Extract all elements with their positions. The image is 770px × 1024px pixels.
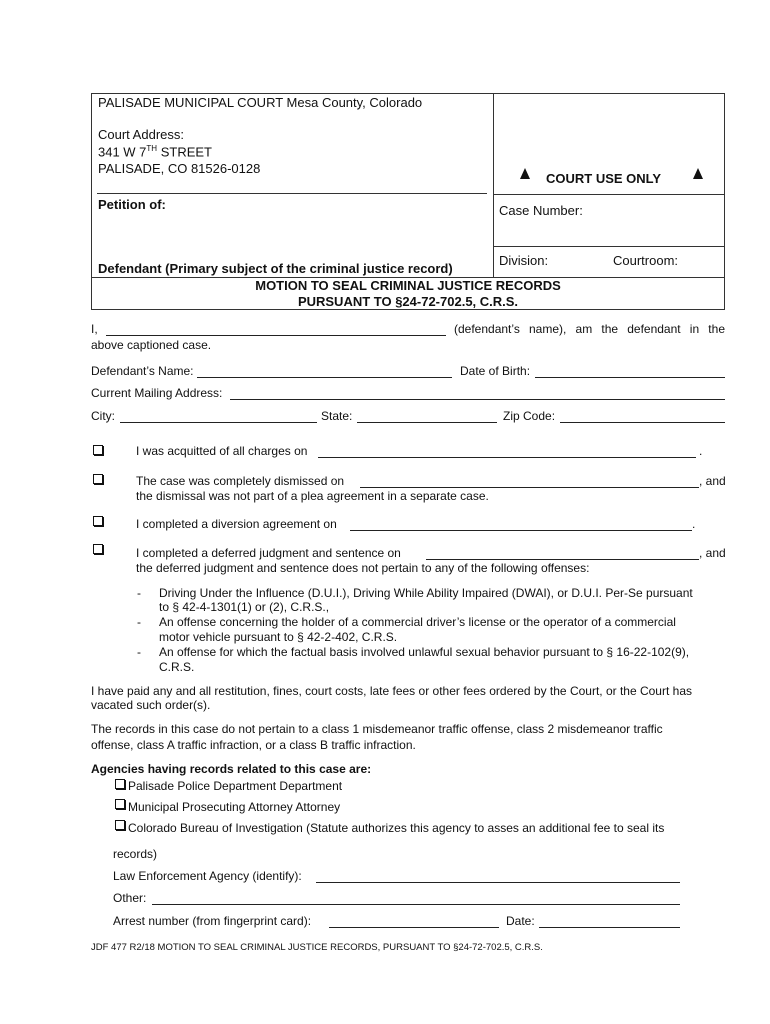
cbi-records-word: records) xyxy=(113,847,158,861)
arrest-number-label: Arrest number (from fingerprint card): xyxy=(113,914,312,928)
offense-bullet: - xyxy=(137,645,141,659)
courtroom-label: Courtroom: xyxy=(613,253,679,268)
state-label: State: xyxy=(321,409,353,423)
prosecuting-attorney-label: Municipal Prosecuting Attorney Attorney xyxy=(128,800,341,814)
dismissed-checkbox[interactable] xyxy=(93,474,103,484)
court-address-line1: 341 W 7TH STREET xyxy=(98,144,212,160)
cbi-checkbox[interactable] xyxy=(115,820,125,830)
law-enforcement-label: Law Enforcement Agency (identify): xyxy=(113,869,302,883)
caption-right-mid-rule xyxy=(493,246,725,247)
dismissed-line2: the dismissal was not part of a plea agreement in a separate case. xyxy=(136,489,489,503)
up-arrow-icon xyxy=(520,168,530,179)
acquitted-date-field[interactable] xyxy=(318,457,696,458)
caption-divider xyxy=(493,93,494,277)
state-field[interactable] xyxy=(357,422,497,423)
intro-line2: above captioned case. xyxy=(91,338,212,352)
offense-cdl-line1: An offense concerning the holder of a commercial driver’s license or the operator of a commercial xyxy=(159,615,676,629)
acquitted-checkbox[interactable] xyxy=(93,445,103,455)
diversion-tail: . xyxy=(692,517,696,531)
zip-label: Zip Code: xyxy=(503,409,556,423)
arrest-number-field[interactable] xyxy=(329,927,499,928)
court-use-only: COURT USE ONLY xyxy=(546,171,662,186)
records-statement-line1: The records in this case do not pertain to a class 1 misdemeanor traffic offense, class 2 misdemeanor traffic xyxy=(91,722,663,736)
intro-rest: (defendant’s name), am the defendant in the xyxy=(454,322,725,336)
records-statement-line2: offense, class A traffic infraction, or a class B traffic infraction. xyxy=(91,738,416,752)
motion-title-line1: MOTION TO SEAL CRIMINAL JUSTICE RECORDS xyxy=(255,278,561,293)
offense-sexual-line2: C.R.S. xyxy=(159,660,195,674)
arrest-date-field[interactable] xyxy=(539,927,680,928)
restitution-line2: vacated such order(s). xyxy=(91,698,211,712)
palisade-police-label: Palisade Police Department Department xyxy=(128,779,343,793)
dob-field[interactable] xyxy=(535,377,725,378)
law-enforcement-field[interactable] xyxy=(316,882,680,883)
agencies-heading: Agencies having records related to this case are: xyxy=(91,762,372,776)
offense-cdl-line2: motor vehicle pursuant to § 42-2-402, C.R.S. xyxy=(159,630,398,644)
defendant-name-label: Defendant’s Name: xyxy=(91,364,194,378)
dob-label: Date of Birth: xyxy=(460,364,531,378)
mailing-field[interactable] xyxy=(230,399,725,400)
offense-dui-line1: Driving Under the Influence (D.U.I.), Driving While Ability Impaired (DWAI), or D.U.I. Per-Se pursuant xyxy=(159,586,693,600)
mailing-label: Current Mailing Address: xyxy=(91,386,223,400)
cbi-label: Colorado Bureau of Investigation (Statute authorizes this agency to asses an additional fee to seal its xyxy=(128,821,665,835)
deferred-checkbox[interactable] xyxy=(93,544,103,554)
offense-bullet: - xyxy=(137,615,141,629)
dismissed-text: The case was completely dismissed on xyxy=(136,474,345,488)
court-name: PALISADE MUNICIPAL COURT Mesa County, Colorado xyxy=(98,95,423,110)
acquitted-text: I was acquitted of all charges on xyxy=(136,444,308,458)
arrest-date-label: Date: xyxy=(506,914,535,928)
acquitted-tail: . xyxy=(699,444,703,458)
restitution-line1: I have paid any and all restitution, fines, court costs, late fees or other fees ordered by the Court, or the Court has xyxy=(91,684,692,698)
deferred-line2: the deferred judgment and sentence does not pertain to any of the following offenses: xyxy=(136,561,590,575)
deferred-tail: , and xyxy=(699,546,726,560)
prosecuting-attorney-checkbox[interactable] xyxy=(115,799,125,809)
court-address-line2: PALISADE, CO 81526-0128 xyxy=(98,161,261,176)
deferred-date-field[interactable] xyxy=(426,559,699,560)
caption-left-rule xyxy=(97,193,487,194)
caption-right-rule xyxy=(493,194,725,195)
city-field[interactable] xyxy=(120,422,317,423)
case-number-label: Case Number: xyxy=(499,203,583,218)
city-label: City: xyxy=(91,409,115,423)
offense-sexual-line1: An offense for which the factual basis involved unlawful sexual behavior pursuant to § 16-22-102(9), xyxy=(159,645,690,659)
deferred-text: I completed a deferred judgment and sentence on xyxy=(136,546,401,560)
dismissed-tail: , and xyxy=(699,474,726,488)
form-footer: JDF 477 R2/18 MOTION TO SEAL CRIMINAL JUSTICE RECORDS, PURSUANT TO §24-72-702.5, C.R.S. xyxy=(91,942,543,953)
defendant-name-input[interactable] xyxy=(106,335,446,336)
division-label: Division: xyxy=(499,253,549,268)
zip-field[interactable] xyxy=(560,422,725,423)
petition-label: Petition of: xyxy=(98,197,166,212)
defendant-label: Defendant (Primary subject of the criminal justice record) xyxy=(98,261,453,276)
up-arrow-icon xyxy=(693,168,703,179)
diversion-date-field[interactable] xyxy=(350,530,692,531)
other-label: Other: xyxy=(113,891,147,905)
offense-bullet: - xyxy=(137,586,141,600)
offense-dui-line2: to § 42-4-1301(1) or (2), C.R.S., xyxy=(159,600,330,614)
palisade-police-checkbox[interactable] xyxy=(115,779,125,789)
motion-title-line2: PURSUANT TO §24-72-702.5, C.R.S. xyxy=(297,294,519,309)
other-field[interactable] xyxy=(152,904,680,905)
defendant-name-field[interactable] xyxy=(197,377,452,378)
diversion-checkbox[interactable] xyxy=(93,516,103,526)
intro-i: I, xyxy=(91,322,98,336)
court-address-label: Court Address: xyxy=(98,127,184,142)
dismissed-date-field[interactable] xyxy=(360,487,699,488)
diversion-text: I completed a diversion agreement on xyxy=(136,517,337,531)
